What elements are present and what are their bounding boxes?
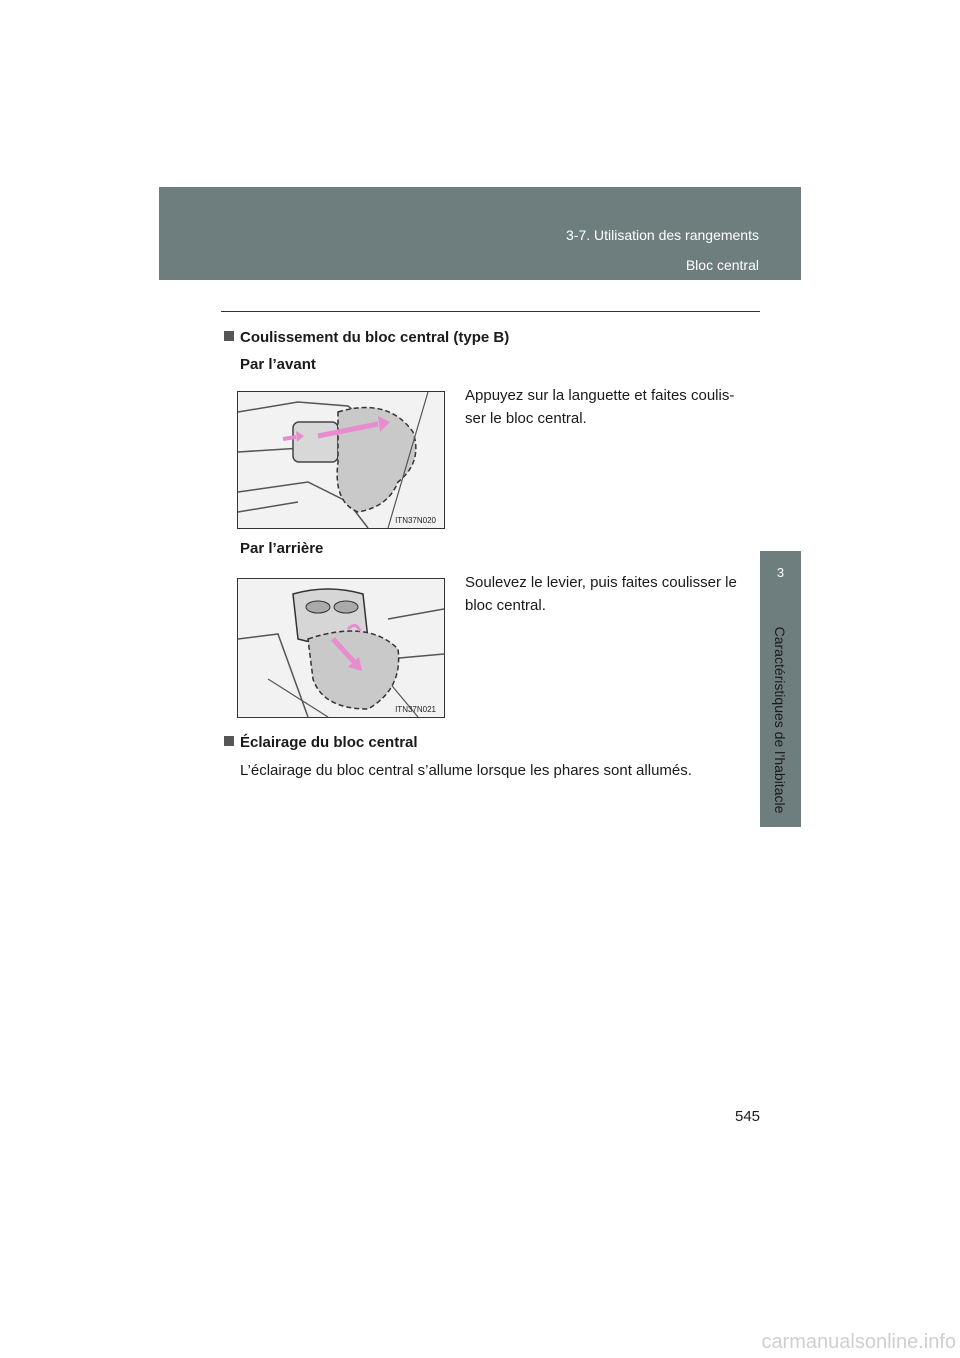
illustration-rear	[237, 578, 445, 718]
illustration-front	[237, 391, 445, 529]
lighting-description: L’éclairage du bloc central s’allume lorsque les phares sont allumés.	[240, 762, 692, 779]
bullet-square-icon	[224, 736, 234, 746]
figure-code: ITN37N020	[395, 516, 436, 525]
header-section-title: 3-7. Utilisation des rangements	[566, 227, 759, 243]
chapter-label: Caractéristiques de l’habitacle	[772, 626, 788, 814]
heading-lighting: Éclairage du bloc central	[224, 734, 418, 751]
watermark: carmanualsonline.info	[761, 1331, 956, 1353]
header-subtitle: Bloc central	[685, 257, 759, 273]
instruction-rear: Soulevez le levier, puis faites coulisser le bloc central.	[465, 574, 737, 614]
section-divider	[221, 311, 760, 312]
bullet-square-icon	[224, 331, 234, 341]
instruction-front: Appuyez sur la languette et faites coulis- ser le bloc central.	[465, 387, 735, 427]
heading-sliding: Coulissement du bloc central (type B)	[224, 329, 509, 346]
page-number: 545	[735, 1108, 761, 1125]
subheading-front: Par l’avant	[240, 356, 316, 373]
chapter-number: 3	[776, 565, 785, 580]
figure-code: ITN37N021	[395, 705, 436, 714]
page-header	[159, 187, 801, 280]
subheading-rear: Par l’arrière	[240, 540, 324, 557]
